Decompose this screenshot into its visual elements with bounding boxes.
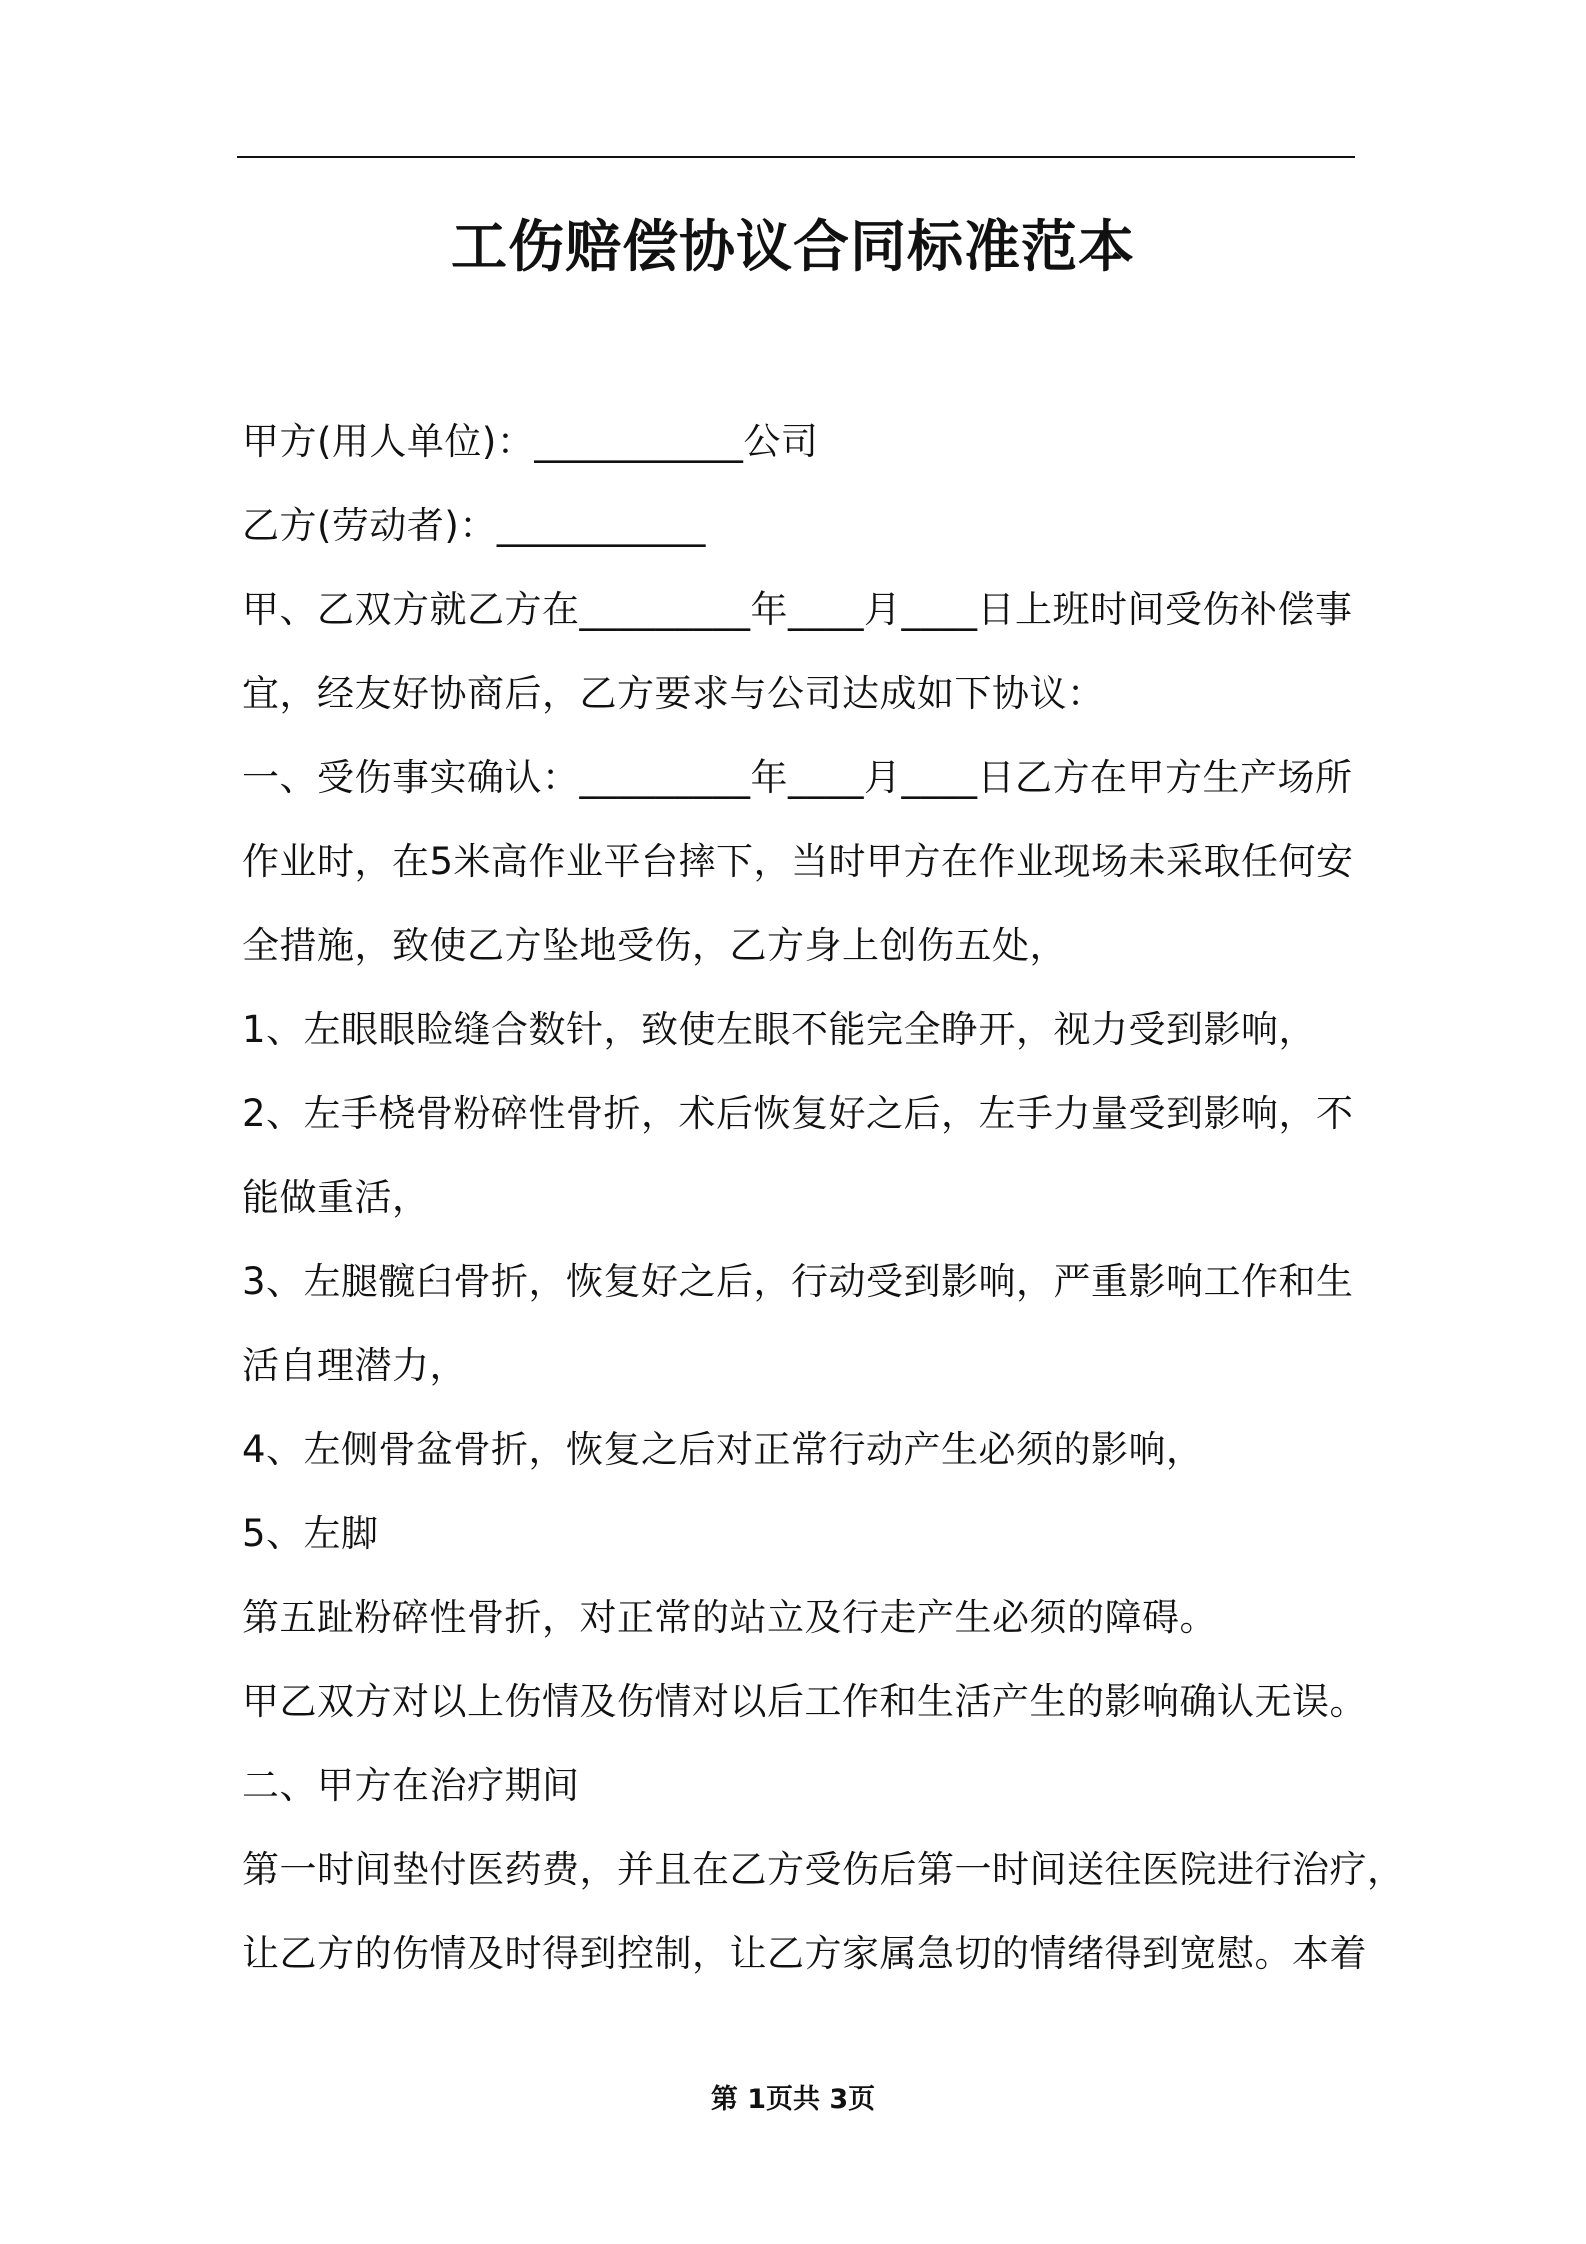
text-line: 作业时，在5米高作业平台摔下，当时甲方在作业现场未采取任何安 bbox=[242, 840, 1354, 883]
text-line: 第五趾粉碎性骨折，对正常的站立及行走产生必须的障碍。 bbox=[242, 1596, 1217, 1639]
text-line: 乙方(劳动者)：___________ bbox=[242, 504, 706, 547]
text-line: 让乙方的伤情及时得到控制，让乙方家属急切的情绪得到宽慰。本着 bbox=[242, 1932, 1367, 1975]
page-number: 第 1页共 3页 bbox=[710, 2084, 876, 2115]
text-line: 活自理潜力， bbox=[242, 1344, 467, 1387]
text-line: 甲乙双方对以上伤情及伤情对以后工作和生活产生的影响确认无误。 bbox=[242, 1680, 1367, 1723]
text-line: 宜，经友好协商后，乙方要求与公司达成如下协议： bbox=[242, 672, 1105, 715]
text-line: 甲方(用人单位)：___________公司 bbox=[242, 420, 819, 463]
document-body bbox=[242, 400, 1405, 1996]
text-line: 1、左眼眼睑缝合数针，致使左眼不能完全睁开，视力受到影响， bbox=[242, 1008, 1317, 1051]
text-line: 一、受伤事实确认：_________年____月____日乙方在甲方生产场所 bbox=[242, 756, 1353, 799]
document-title: 工伤赔偿协议合同标准范本 bbox=[451, 215, 1135, 280]
text-line: 第一时间垫付医药费，并且在乙方受伤后第一时间送往医院进行治疗， bbox=[242, 1848, 1405, 1891]
text-line: 2、左手桡骨粉碎性骨折，术后恢复好之后，左手力量受到影响，不 bbox=[242, 1092, 1354, 1135]
text-line: 4、左侧骨盆骨折，恢复之后对正常行动产生必须的影响， bbox=[242, 1428, 1204, 1471]
text-line: 3、左腿髋臼骨折，恢复好之后，行动受到影响，严重影响工作和生 bbox=[242, 1260, 1354, 1303]
text-line: 能做重活， bbox=[242, 1176, 430, 1219]
text-line: 甲、乙双方就乙方在_________年____月____日上班时间受伤补偿事 bbox=[242, 588, 1353, 631]
text-line: 5、左脚 bbox=[242, 1512, 379, 1555]
text-line: 全措施，致使乙方坠地受伤，乙方身上创伤五处， bbox=[242, 924, 1067, 967]
header-rule bbox=[237, 156, 1355, 158]
text-line: 二、甲方在治疗期间 bbox=[242, 1764, 580, 1807]
